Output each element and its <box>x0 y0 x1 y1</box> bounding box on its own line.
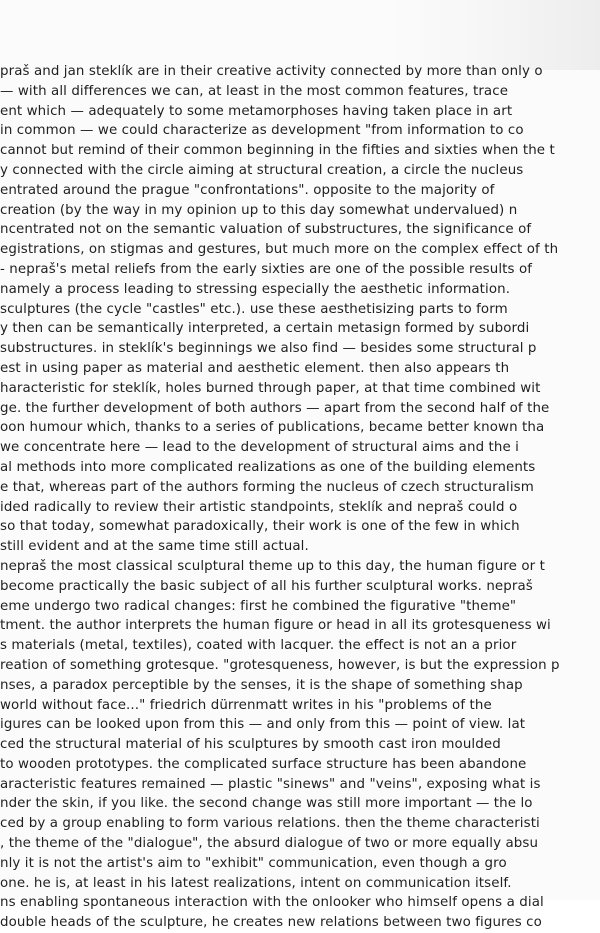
text-line: ced by a group enabling to form various relations. then the theme characteristi <box>0 816 540 832</box>
text-line: in common — we could characterize as development "from information to co <box>0 123 524 139</box>
text-line: become practically the basic subject of all his further sculptural works. nepraš <box>0 578 533 594</box>
paragraph-2 <box>0 557 600 933</box>
text-line: still evident and at the same time still actual. <box>0 539 309 555</box>
show-through-shading <box>390 0 600 70</box>
text-line: ided radically to review their artistic standpoints, steklík and nepraš could o <box>0 499 518 515</box>
text-line: sculptures (the cycle "castles" etc.). use these aesthetisizing parts to form <box>0 301 508 317</box>
text-line: haracteristic for steklík, holes burned through paper, at that time combined wit <box>0 380 541 396</box>
text-line: oon humour which, thanks to a series of publications, became better known tha <box>0 420 545 436</box>
text-line: e that, whereas part of the authors forming the nucleus of czech structuralism <box>0 479 534 495</box>
text-line: ge. the further development of both authors — apart from the second half of the <box>0 400 550 416</box>
text-line: so that today, somewhat paradoxically, their work is one of the few in which <box>0 519 520 535</box>
text-line: world without face..." friedrich dürrenmatt writes in his "problems of the <box>0 697 492 713</box>
text-line: reation of something grotesque. "grotesqueness, however, is but the expression p <box>0 657 560 673</box>
text-line: creation (by the way in my opinion up to this day somewhat undervalued) n <box>0 202 518 218</box>
text-line: we concentrate here — lead to the development of structural aims and the i <box>0 440 519 456</box>
text-line: to wooden prototypes. the complicated surface structure has been abandone <box>0 756 527 772</box>
text-line: egistrations, on stigmas and gestures, but much more on the complex effect of th <box>0 242 559 258</box>
text-line: ncentrated not on the semantic valuation of substructures, the significance of <box>0 222 532 238</box>
text-line: eme undergo two radical changes: first he combined the figurative "theme" <box>0 598 517 614</box>
text-line: nepraš the most classical sculptural theme up to this day, the human figure or t <box>0 558 545 574</box>
text-line: al methods into more complicated realizations as one of the building elements <box>0 459 536 475</box>
text-line: ent which — adequately to some metamorphoses having taken place in art <box>0 103 513 119</box>
text-line: aracteristic features remained — plastic "sinews" and "veins", exposing what is <box>0 776 541 792</box>
text-line: ns enabling spontaneous interaction with the onlooker who himself opens a dial <box>0 895 544 911</box>
text-line: igures can be looked upon from this — and only from this — point of view. lat <box>0 717 526 733</box>
text-line: y connected with the circle aiming at structural creation, a circle the nucleus <box>0 162 524 178</box>
text-line: — with all differences we can, at least in the most common features, trace <box>0 83 509 99</box>
text-line: nly it is not the artist's aim to "exhibit" communication, even though a gro <box>0 855 507 871</box>
text-line: double heads of the sculpture, he creates new relations between two figures co <box>0 915 542 931</box>
text-line: cannot but remind of their common beginning in the fifties and sixties when the t <box>0 143 555 159</box>
text-line: est in using paper as material and aesthetic element. then also appears th <box>0 360 510 376</box>
text-column <box>0 62 600 931</box>
text-line: entrated around the prague "confrontations". opposite to the majority of <box>0 182 495 198</box>
text-line: , the theme of the "dialogue", the absurd dialogue of two or more equally absu <box>0 836 539 852</box>
text-line: y then can be semantically interpreted, a certain metasign formed by subordi <box>0 321 530 337</box>
paragraph-1 <box>0 62 600 557</box>
text-line: praš and jan steklík are in their creative activity connected by more than only o <box>0 64 543 79</box>
text-line: nses, a paradox perceptible by the senses, it is the shape of something shap <box>0 677 523 693</box>
text-line: namely a process leading to stressing especially the aesthetic information. <box>0 281 511 297</box>
text-line: one. he is, at least in his latest realizations, intent on communication itself. <box>0 875 512 891</box>
text-line: tment. the author interprets the human figure or head in all its grotesqueness wi <box>0 618 551 634</box>
text-line: nder the skin, if you like. the second change was still more important — the lo <box>0 796 533 812</box>
text-line: substructures. in steklík's beginnings we also find — besides some structural p <box>0 341 537 357</box>
text-line: s materials (metal, textiles), coated with lacquer. the effect is not an a prior <box>0 638 517 654</box>
text-line: ced the structural material of his sculptures by smooth cast iron moulded <box>0 737 501 753</box>
text-line: - nepraš's metal reliefs from the early sixties are one of the possible results of <box>0 261 533 277</box>
